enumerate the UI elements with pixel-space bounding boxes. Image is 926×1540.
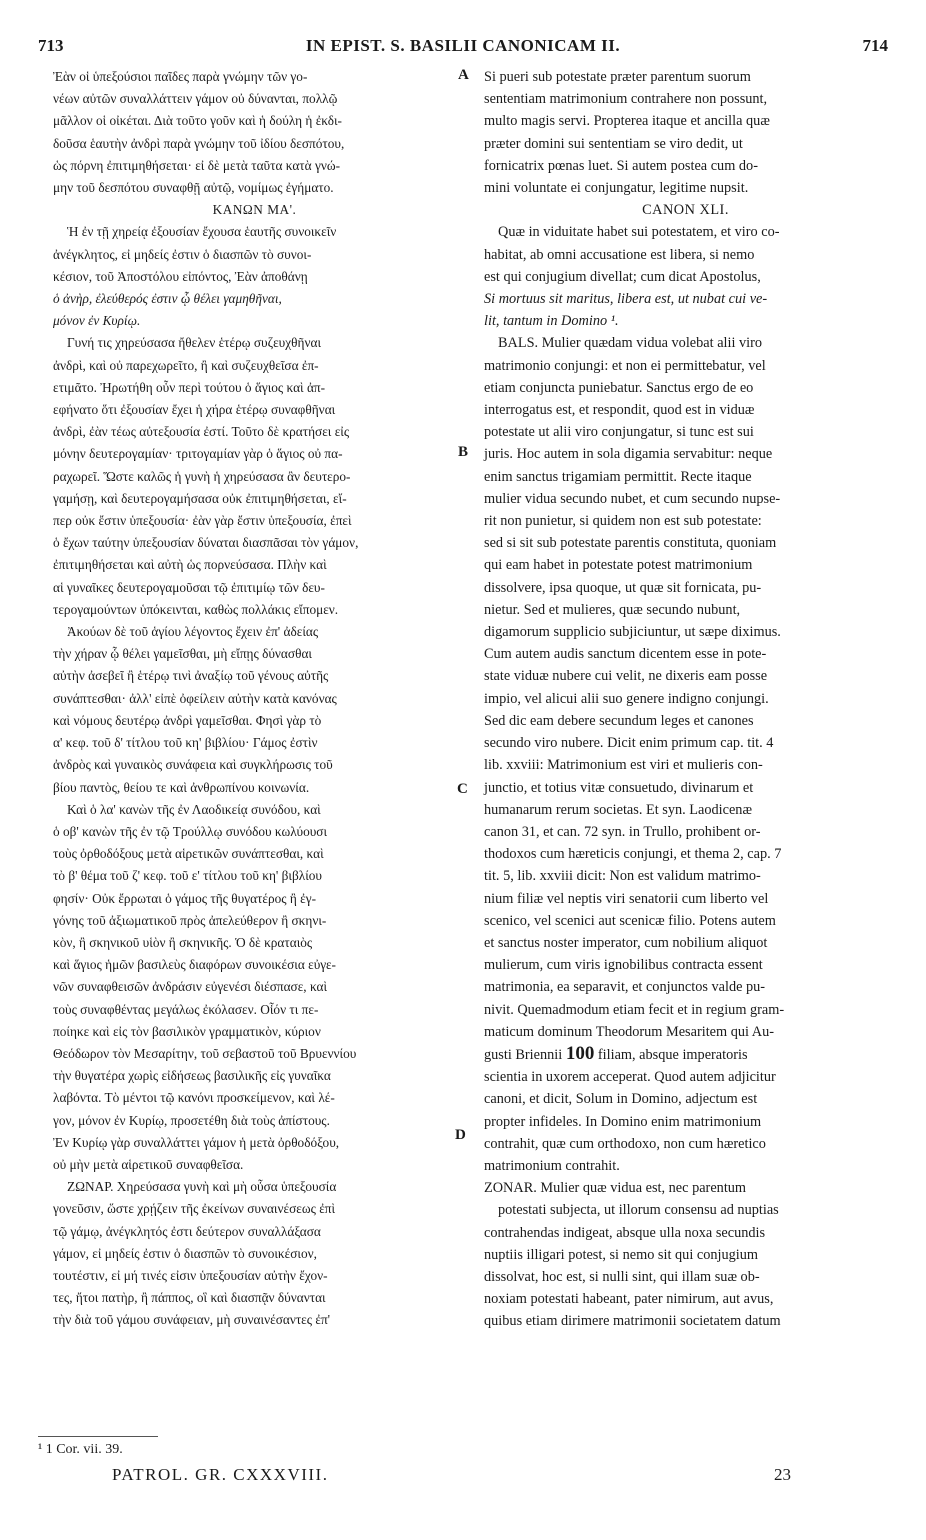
footer-signature: 23 <box>774 1465 791 1484</box>
greek-text-line: ποίηκε καὶ εἰς τὸν βασιλικὸν γραμματικὸν, κύριον <box>53 1023 321 1039</box>
latin-text-line: potestate ut alii viro conjungatur, si tunc est sui <box>484 424 754 441</box>
latin-text-line: multo magis servi. Propterea itaque et ancilla quæ <box>484 113 770 130</box>
greek-text-line: τῷ γάμῳ, ἀνέγκλητός ἐστι δεύτερον συναλλάξασα <box>53 1223 321 1239</box>
greek-text-line: γάμον, εἰ μηδείς ἐστιν ὁ διασπῶν τὸ συνοικέσιον, <box>53 1245 317 1261</box>
latin-text-line: Sed dic eam debere secundum leges et canones <box>484 712 754 729</box>
greek-text-line: ΖΩΝΑΡ. Χηρεύσασα γυνὴ καὶ μὴ οὖσα ὑπεξουσία <box>67 1179 337 1195</box>
greek-text-line: ἀνέγκλητος, εἰ μηδείς ἐστιν ὁ διασπῶν τὸ συνοι- <box>53 246 312 262</box>
greek-text-line: μην τοῦ δεσπότου συναφθῇ αὐτῷ, νομίμως ἐγήματο. <box>53 180 334 196</box>
greek-text-line: αὐτὴν ἀσεβεῖ ἢ ἑτέρῳ τινὶ ἀναξίῳ τοῦ γένους αὐτῆς <box>53 668 329 684</box>
latin-text-fragment: filiam, absque imperatoris <box>594 1046 748 1063</box>
greek-text-line: μᾶλλον οἱ οἰκέται. Διὰ τοῦτο γοῦν καὶ ἡ δούλη ἡ ἐκδι- <box>53 113 342 129</box>
greek-text-line: ΚΑΝΩΝ ΜΑ'. <box>212 202 297 218</box>
latin-text-line: etiam conjuncta puniebatur. Sanctus ergo de eo <box>484 379 754 396</box>
latin-text-line: noxiam potestati habeant, pater nimirum, aut avus, <box>484 1291 774 1308</box>
latin-text-line: matrimonia, ea separavit, et conjunctos valde pu- <box>484 979 766 996</box>
latin-text-line: interrogatus est, et respondit, quod est in viduæ <box>484 402 755 419</box>
latin-text-line: dissolvere, ipsa quoque, ut quæ sit fornicata, pu- <box>484 579 762 596</box>
running-header <box>38 36 888 60</box>
greek-text-line: τερογαμούντων ὑπόκεινται, καθὼς πολλάκις εἴπομεν. <box>53 601 339 617</box>
latin-text-line: secundo viro nubere. Dicit enim primum cap. tit. 4 <box>484 735 774 752</box>
latin-text-line: mulierum, cum viris ignobilibus contracta essent <box>484 957 763 974</box>
latin-text-line: junctio, et totius vitæ consuetudo, divinarum et <box>484 779 754 796</box>
inline-page-number: 100 <box>565 1042 595 1064</box>
greek-text-line: νέων αὐτῶν συναλλάττειν γάμον οὐ δύνανται, πολλῷ <box>53 91 338 107</box>
greek-text-line: Ἡ ἐν τῇ χηρείᾳ ἐξουσίαν ἔχουσα ἑαυτῆς συνοικεῖν <box>67 224 337 240</box>
greek-text-line: ἀνδρὶ, καὶ οὐ παρεχωρεῖτο, ἢ καὶ συζευχθεῖσα ἐπ- <box>53 357 319 373</box>
latin-text-line: potestati subjecta, ut illorum consensu ad nuptias <box>498 1202 779 1219</box>
greek-text-line: τες, ἤτοι πατὴρ, ἢ πάππος, οἳ καὶ διασπᾷν δύνανται <box>53 1290 326 1306</box>
greek-text-line: γαμήσῃ, καὶ δευτερογαμήσασα οὐκ ἐπιτιμηθήσεται, εἴ- <box>53 490 347 506</box>
greek-text-line: τὴν θυγατέρα χωρὶς εἰδήσεως βασιλικῆς εἰς γυναῖκα <box>53 1068 331 1084</box>
latin-text-line: impio, vel alicui alii suo genere indigno conjungi. <box>484 690 769 707</box>
greek-text-line: ἀνδρὸς καὶ γυναικὸς συνάφεια καὶ συγκλήρωσις τοῦ <box>53 757 333 773</box>
greek-text-line: ετιμᾶτο. Ἠρωτήθη οὖν περὶ τούτου ὁ ἅγιος καὶ ἀπ- <box>53 379 326 395</box>
latin-text-line: contrahit, quæ cum orthodoxo, non cum hæretico <box>484 1135 766 1152</box>
greek-text-line: τὸ β' θέμα τοῦ ζ' κεφ. τοῦ ε' τίτλου τοῦ κη' βιβλίου <box>53 868 323 884</box>
latin-text-line <box>484 1043 887 1066</box>
latin-text-line: dissolvat, hoc est, si nulli sint, qui illam suæ ob- <box>484 1268 760 1285</box>
latin-text-line: rit non punietur, si quidem non est sub potestate: <box>484 513 762 530</box>
latin-text-line: scientia in uxorem acceperat. Quod autem adjicitur <box>484 1069 776 1086</box>
latin-text-line: qui eam habet in potestate potest matrimonium <box>484 557 753 574</box>
latin-text-line: enim sanctus trigamiam permittit. Recte itaque <box>484 468 752 485</box>
latin-text-line: canon 31, et can. 72 syn. in Trullo, prohibent or- <box>484 823 761 840</box>
greek-text-line: γόνης τοῦ ἀξιωματικοῦ πρὸς ἀπελεύθερον ἢ σκηνι- <box>53 912 327 928</box>
greek-text-line: οὐ μὴν μετὰ αἱρετικοῦ συναφθεῖσα. <box>53 1156 244 1172</box>
greek-text-line: κὸν, ἢ σκηνικοῦ υἱὸν ἢ σκηνικῆς. Ὁ δὲ κραταιὸς <box>53 934 313 950</box>
latin-text-line: mulier vidua secundo nubet, et cum secundo nupse- <box>484 490 781 507</box>
greek-text-line: τοὺς ὀρθοδόξους μετὰ αἱρετικῶν συνάπτεσθαι, καὶ <box>53 846 324 862</box>
latin-text-line: nuptiis illigari potest, si nemo sit qui conjugium <box>484 1246 759 1263</box>
latin-text-line: digamorum supplicio subjiciuntur, ut sæpe diximus. <box>484 624 781 641</box>
greek-text-line: δοῦσα ἑαυτὴν ἀνδρὶ παρὰ γνώμην τοῦ ἰδίου δεσπότου, <box>53 135 345 151</box>
greek-text-line: ἐπιτιμηθήσεται καὶ αὐτὴ ὡς πορνεύσασα. Πλὴν καὶ <box>53 557 327 573</box>
latin-text-line: state viduæ nubere cui velit, ne dixeris eam posse <box>484 668 768 685</box>
latin-text-line: præter domini sui sententiam se viro dedit, ut <box>484 135 743 152</box>
latin-text-line: propter infideles. In Domino enim matrimonium <box>484 1113 762 1130</box>
greek-text-line: ὡς πόρνη ἐπιτιμηθήσεται· εἰ δὲ μετὰ ταῦτα κατὰ γνώ- <box>53 157 341 173</box>
page-number-left: 713 <box>38 36 64 55</box>
greek-text-line: Ἀκούων δὲ τοῦ ἁγίου λέγοντος ἔχειν ἐπ' ἀδείας <box>67 624 319 640</box>
latin-text-line: sed si sit sub potestate parentis constituta, quoniam <box>484 535 777 552</box>
greek-text-line: ἀνδρὶ, ἐὰν τέως αὐτεξουσία ἐστί. Τοῦτο δὲ κρατήσει εἰς <box>53 424 350 440</box>
greek-text-line: μόνην δευτερογαμίαν· τριτογαμίαν γὰρ ὁ ἅγιος οὐ πα- <box>53 446 343 462</box>
latin-text-fragment: gusti Briennii <box>484 1046 566 1063</box>
greek-text-line: μόνον ἐν Κυρίῳ. <box>53 313 141 329</box>
latin-text-line: quibus etiam dirimere matrimonii societatem datum <box>484 1313 781 1330</box>
latin-text-line: Si mortuus sit maritus, libera est, ut nubat cui ve- <box>484 291 768 308</box>
latin-text-line: matrimonio conjungi: et non ei permittebatur, vel <box>484 357 766 374</box>
greek-text-line: τουτέστιν, εἰ μή τινές εἰσιν ὑπεξουσίαν αὐτὴν ἔχον- <box>53 1267 328 1283</box>
margin-marker-d: D <box>455 1127 466 1143</box>
margin-marker-c: C <box>457 781 468 797</box>
latin-text-line: mini voluntate ei conjungatur, legitime nupsit. <box>484 180 749 197</box>
greek-text-line: περ οὐκ ἔστιν ὑπεξουσία· ἐὰν γὰρ ἔστιν ὑπεξουσία, ἐπεὶ <box>53 513 352 529</box>
latin-text-line: habitat, ab omni accusatione est libera, si nemo <box>484 246 755 263</box>
greek-text-line: νῶν συναφθεισῶν ἀνδράσιν εὐγενέσι διέσπασε, καὶ <box>53 979 328 995</box>
greek-text-line: γονεῦσιν, ὥστε χρῄζειν τῆς ἐκείνων συναινέσεως ἐπὶ <box>53 1201 336 1217</box>
latin-text-line: maticum dominum Theodorum Mesaritem qui Au- <box>484 1023 775 1040</box>
greek-text-line: α' κεφ. τοῦ δ' τίτλου τοῦ κη' βιβλίου· Γάμος ἐστὶν <box>53 735 318 751</box>
greek-text-line: καὶ νόμους δευτέρῳ ἀνδρὶ γαμεῖσθαι. Φησὶ γὰρ τὸ <box>53 712 322 728</box>
greek-text-line: ὁ οβ' κανὼν τῆς ἐν τῷ Τρούλλῳ συνόδου κωλύουσι <box>53 823 328 839</box>
latin-text-line: matrimonium contrahit. <box>484 1157 620 1174</box>
greek-text-line: Γυνή τις χηρεύσασα ἤθελεν ἑτέρῳ συζευχθῆναι <box>67 335 322 351</box>
latin-column <box>484 66 887 1333</box>
greek-text-line: γον, μόνον ἐν Κυρίῳ, προσετέθη διὰ τοὺς ἀπίστους. <box>53 1112 330 1128</box>
greek-text-line: τοὺς συναφθέντας μεγάλως ἐκόλασεν. Οἷόν τι πε- <box>53 1001 319 1017</box>
latin-text-line: nietur. Sed et mulieres, quæ secundo nubunt, <box>484 601 741 618</box>
running-title: IN EPIST. S. BASILII CANONICAM II. <box>305 36 621 55</box>
footer-volume: PATROL. GR. CXXXVIII. <box>112 1465 329 1484</box>
page-number-right: 714 <box>862 36 888 55</box>
greek-text-line: λαβόντα. Τὸ μέντοι τῷ κανόνι προσκείμενον, καὶ λέ- <box>53 1090 335 1106</box>
latin-text-line: canoni, et dicit, Solum in Domino, adjectum est <box>484 1091 758 1108</box>
greek-text-line: φησίν· Οὐκ ἔρρωται ὁ γάμος τῆς θυγατέρος ἢ ἐγ- <box>53 890 316 906</box>
latin-text-line: Quæ in viduitate habet sui potestatem, et viro co- <box>498 224 780 241</box>
greek-text-line: ὁ ἀνὴρ, ἐλεύθερός ἐστιν ᾧ θέλει γαμηθῆναι, <box>53 291 282 307</box>
greek-column <box>53 66 456 1332</box>
greek-text-line: ὁ ἔχων ταύτην ὑπεξουσίαν δύναται διασπᾶσαι τὸν γάμον, <box>53 535 359 551</box>
footnote: ¹ 1 Cor. vii. 39. <box>38 1442 123 1457</box>
greek-text-line: Καὶ ὁ λα' κανὼν τῆς ἐν Λαοδικείᾳ συνόδου, καὶ <box>67 801 321 817</box>
latin-text-line: tit. 5, lib. xxviii dicit: Non est validum matrimo- <box>484 868 761 885</box>
latin-text-line: lit, tantum in Domino ¹. <box>484 313 619 330</box>
latin-text-line: et sanctus noster imperator, cum nobilium aliquot <box>484 934 768 951</box>
latin-text-line: sententiam matrimonium contrahere non possunt, <box>484 91 768 108</box>
greek-text-line: εφήνατο ὅτι ἐξουσίαν ἔχει ἡ χήρα ἑτέρῳ συναφθῆναι <box>53 402 336 418</box>
latin-text-line: humanarum rerum societas. Et syn. Laodicenæ <box>484 801 752 818</box>
greek-text-line: Θεόδωρον τὸν Μεσαρίτην, τοῦ σεβαστοῦ τοῦ Βρυεννίου <box>53 1045 357 1061</box>
greek-text-line: κέσιον, τοῦ Ἀποστόλου εἰπόντος, Ἐὰν ἀποθάνῃ <box>53 268 308 284</box>
latin-text-line: scenico, vel scenici aut scenicæ filio. Potens autem <box>484 912 776 929</box>
greek-text-line: αἱ γυναῖκες δευτερογαμοῦσαι τῷ ἐπιτιμίῳ τῶν δευ- <box>53 579 325 595</box>
footnote-rule <box>38 1436 158 1437</box>
latin-text-line: nivit. Quemadmodum etiam fecit et in regium gram- <box>484 1001 785 1018</box>
latin-text-line: CANON XLI. <box>642 202 729 219</box>
latin-text-line: est qui conjugium divellat; cum dicat Apostolus, <box>484 268 761 285</box>
greek-text-line: τὴν χήραν ᾧ θέλει γαμεῖσθαι, μὴ εἴπῃς δύνασθαι <box>53 646 312 662</box>
greek-text-line: καὶ ἅγιος ἡμῶν βασιλεὺς διαφόρων συνοικέσια εὐγε- <box>53 957 336 973</box>
latin-text-line: fornicatrix pœnas luet. Si autem postea cum do- <box>484 157 758 174</box>
greek-text-line: τὴν διὰ τοῦ γάμου συνάφειαν, μὴ συναινέσαντες ἐπ' <box>53 1312 331 1328</box>
margin-marker-a: A <box>458 67 469 83</box>
latin-text-line: juris. Hoc autem in sola digamia servabitur: neque <box>484 446 773 463</box>
margin-marker-b: B <box>458 444 469 460</box>
greek-text-line: ραχωρεῖ. Ὥστε καλῶς ἡ γυνὴ ἡ χηρεύσασα ἂν δευτερο- <box>53 468 351 484</box>
greek-text-line: βίου παντὸς, θείου τε καὶ ἀνθρωπίνου κοινωνία. <box>53 779 310 795</box>
greek-text-line: Ἐν Κυρίῳ γὰρ συναλλάττει γάμον ἡ μετὰ ὀρθοδόξου, <box>53 1134 340 1150</box>
latin-text-line: thodoxos cum hæreticis conjungi, et thema 2, cap. 7 <box>484 846 782 863</box>
latin-text-line: Cum autem audis sanctum dicentem esse in pote- <box>484 646 767 663</box>
latin-text-line: BALS. Mulier quædam vidua volebat alii viro <box>498 335 763 352</box>
greek-text-line: Ἐὰν οἱ ὑπεξούσιοι παῖδες παρὰ γνώμην τῶν γο- <box>53 69 308 84</box>
greek-text-line: συνάπτεσθαι· ἀλλ' εἰπὲ ὀφείλειν αὐτὴν κατὰ κανόνας <box>53 690 337 706</box>
latin-text-line: ZONAR. Mulier quæ vidua est, nec parentum <box>484 1180 747 1197</box>
latin-text-line: contrahendas indigeat, absque ulla noxa secundis <box>484 1224 766 1241</box>
latin-text-line: nium filiæ vel neptis viri senatorii cum liberto vel <box>484 890 769 907</box>
latin-text-line: Si pueri sub potestate præter parentum suorum <box>484 69 751 85</box>
latin-text-line: lib. xxviii: Matrimonium est viri et mulieris con- <box>484 757 763 774</box>
